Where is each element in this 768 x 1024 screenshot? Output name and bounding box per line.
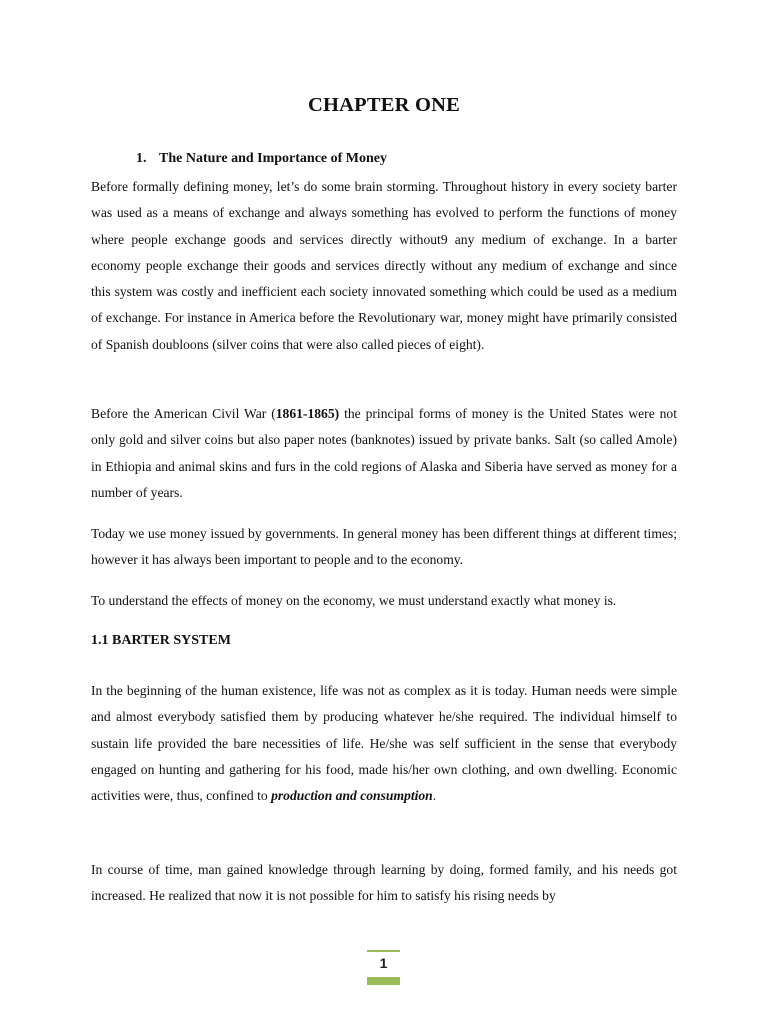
chapter-title: CHAPTER ONE	[308, 94, 460, 116]
paragraph-text: Before the American Civil War (	[91, 406, 276, 421]
paragraph-barter-history: Before formally defining money, let’s do some brain storming. Throughout history in every society barter was used as a means of exchange and always something has evolved to perform the functions of money where people exchange goods and services directly without9 any medium of exchange. In a barter economy people exchange their goods and services directly without any medium of exchange and since this system was costly and inefficient each society innovated something which could be used as a medium of exchange. For instance in America before the Revolutionary war, money might have primarily consisted of Spanish doubloons (silver coins that were also called pieces of eight).	[91, 179, 677, 352]
years-bold: 1861-1865)	[275, 406, 340, 421]
paragraph-text: the principal forms of money is the United States were not only gold and silver coins but also paper notes (banknotes) issued by private banks. Salt (so called Amole) in Ethiopia and animal skins and furs in the cold regions of Alaska and Siberia have served as money for a number of years.	[91, 406, 678, 500]
paragraph-human-existence	[91, 678, 677, 809]
section-title: The Nature and Importance of Money	[159, 151, 388, 166]
footer-top-rule	[367, 950, 400, 952]
paragraph-money-today: Today we use money issued by governments. In general money has been different things at different times; however it has always been important to people and to the economy.	[91, 526, 677, 568]
section-number: 1.	[136, 151, 147, 166]
page-number: 1	[379, 955, 388, 971]
paragraph-text: In the beginning of the human existence, life was not as complex as it is today. Human needs were simple and almost everybody satisfied them by producing whatever he/she required. The individual himself to sustain life provided the bare necessities of life. He/she was self sufficient in the sense that everybody engaged on hunting and gathering for his food, made his/her own clothing, and own dwelling. Economic activities were, thus, confined to	[91, 683, 677, 804]
emphasis-production-consumption: production and consumption	[271, 788, 433, 804]
paragraph-understand-money: To understand the effects of money on the economy, we must understand exactly what money is.	[91, 593, 617, 608]
paragraph-course-of-time: In course of time, man gained knowledge through learning by doing, formed family, and his needs got increased. He realized that now it is not possible for him to satisfy his rising needs by	[91, 862, 677, 904]
paragraph-civil-war-money	[91, 401, 677, 506]
paragraph-text: .	[432, 788, 437, 804]
section-heading	[136, 151, 387, 167]
subheading-barter-system: 1.1 BARTER SYSTEM	[91, 633, 231, 648]
footer-accent-bar	[367, 977, 400, 985]
